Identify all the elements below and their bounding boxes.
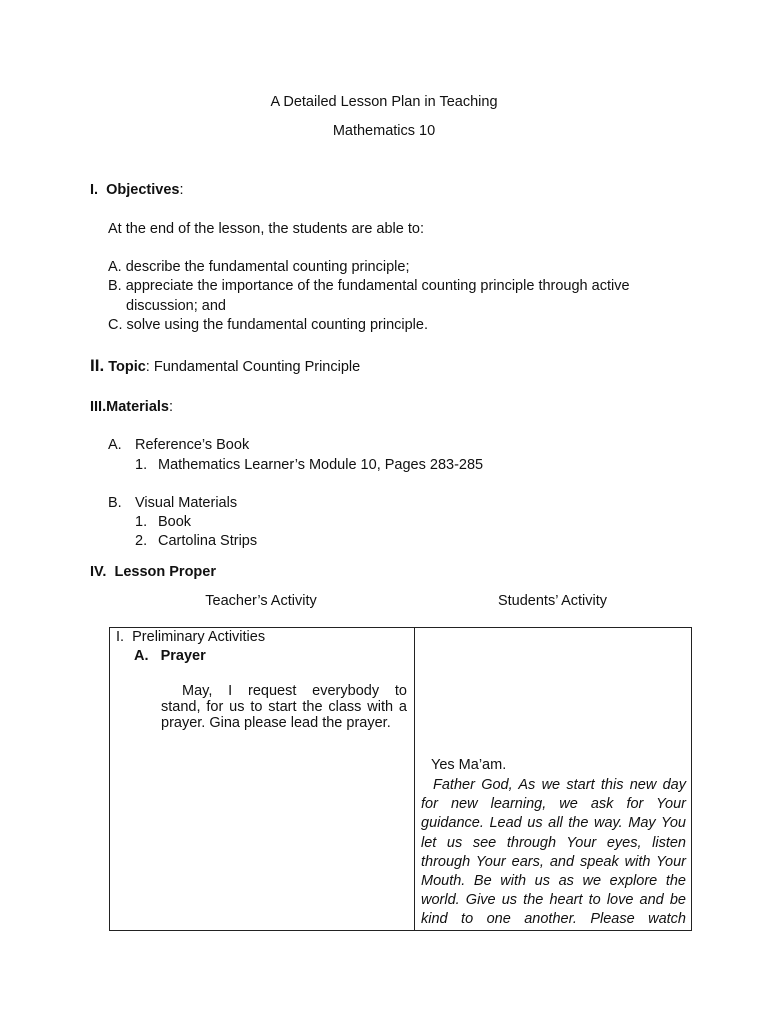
topic-numeral: II. [90,356,105,375]
materials-group-title: Reference’s Book [135,437,250,453]
objectives-colon: : [179,182,184,198]
objective-item-b [108,278,630,294]
objective-letter: A. [108,259,122,275]
prayer-line: Father God, As we start this new day [433,777,686,793]
objective-item-b-continued: discussion; and [126,298,226,314]
prayer-heading [134,648,206,664]
topic-heading [90,356,360,376]
prayer-line: let us see through Your eyes, listen [421,834,686,851]
teacher-line: May, I request everybody to [182,683,407,699]
prayer-title: Prayer [160,648,206,664]
materials-group-title: Visual Materials [135,495,238,511]
objective-text: solve using the fundamental counting principle. [126,317,429,333]
materials-item-text: Cartolina Strips [158,533,258,549]
objective-item-c [108,317,428,333]
objective-text: appreciate the importance of the fundamental counting principle through active [125,278,630,294]
prayer-line: through Your ears, and speak with Your [421,853,686,870]
preliminary-numeral: I. [116,629,125,645]
objectives-intro: At the end of the lesson, the students are able to: [108,221,424,237]
materials-group-letter: A. [108,437,122,453]
topic-value: : Fundamental Counting Principle [145,359,361,375]
students-activity-header: Students’ Activity [497,593,608,609]
lesson-proper-heading [90,564,216,580]
students-activity-cell [415,628,692,931]
prayer-letter: A. [134,648,149,664]
materials-title: Materials [106,399,169,415]
prayer-line: world. Give us the heart to love and be [421,892,686,909]
materials-numeral: III. [90,399,107,415]
objectives-heading [90,182,184,198]
materials-item-num: 2. [135,533,148,549]
prayer-line: kind to one another. Please watch [421,911,686,928]
materials-colon: : [169,399,174,415]
materials-item-text: Mathematics Learner’s Module 10, Pages 283-285 [158,457,484,473]
topic-title: Topic [108,359,146,375]
materials-item-text: Book [158,514,192,530]
lesson-proper-numeral: IV. [90,564,107,580]
objective-item-a [108,259,409,275]
teacher-prayer-request [161,683,407,731]
objectives-numeral: I. [90,182,99,198]
students-prayer [421,776,686,930]
materials-group-a [108,437,122,453]
teacher-activity-header: Teacher’s Activity [205,593,317,609]
doc-title-line1: A Detailed Lesson Plan in Teaching [270,94,498,110]
materials-item-num: 1. [135,457,148,473]
teacher-activity-cell [110,628,415,931]
lesson-proper-title: Lesson Proper [114,564,216,580]
materials-item-num: 1. [135,514,148,530]
materials-group-letter: B. [108,495,122,511]
prayer-line: for new learning, we ask for Your [421,796,686,813]
doc-title-line2: Mathematics 10 [332,123,436,139]
objective-letter: C. [108,317,123,333]
teacher-line: prayer. Gina please lead the prayer. [161,715,391,731]
preliminary-title: Preliminary Activities [132,629,266,645]
lesson-table [109,627,692,931]
students-reply: Yes Ma’am. [431,757,507,773]
objective-text: describe the fundamental counting principle; [125,259,410,275]
preliminary-heading [116,629,265,645]
objective-letter: B. [108,278,122,294]
materials-group-b [108,495,122,511]
teacher-line: stand, for us to start the class with a [161,699,407,715]
materials-heading [90,399,173,415]
objectives-title: Objectives [106,182,180,198]
prayer-line: Mouth. Be with us as we explore the [421,873,686,890]
prayer-line: guidance. Lead us all the way. May You [421,815,686,832]
